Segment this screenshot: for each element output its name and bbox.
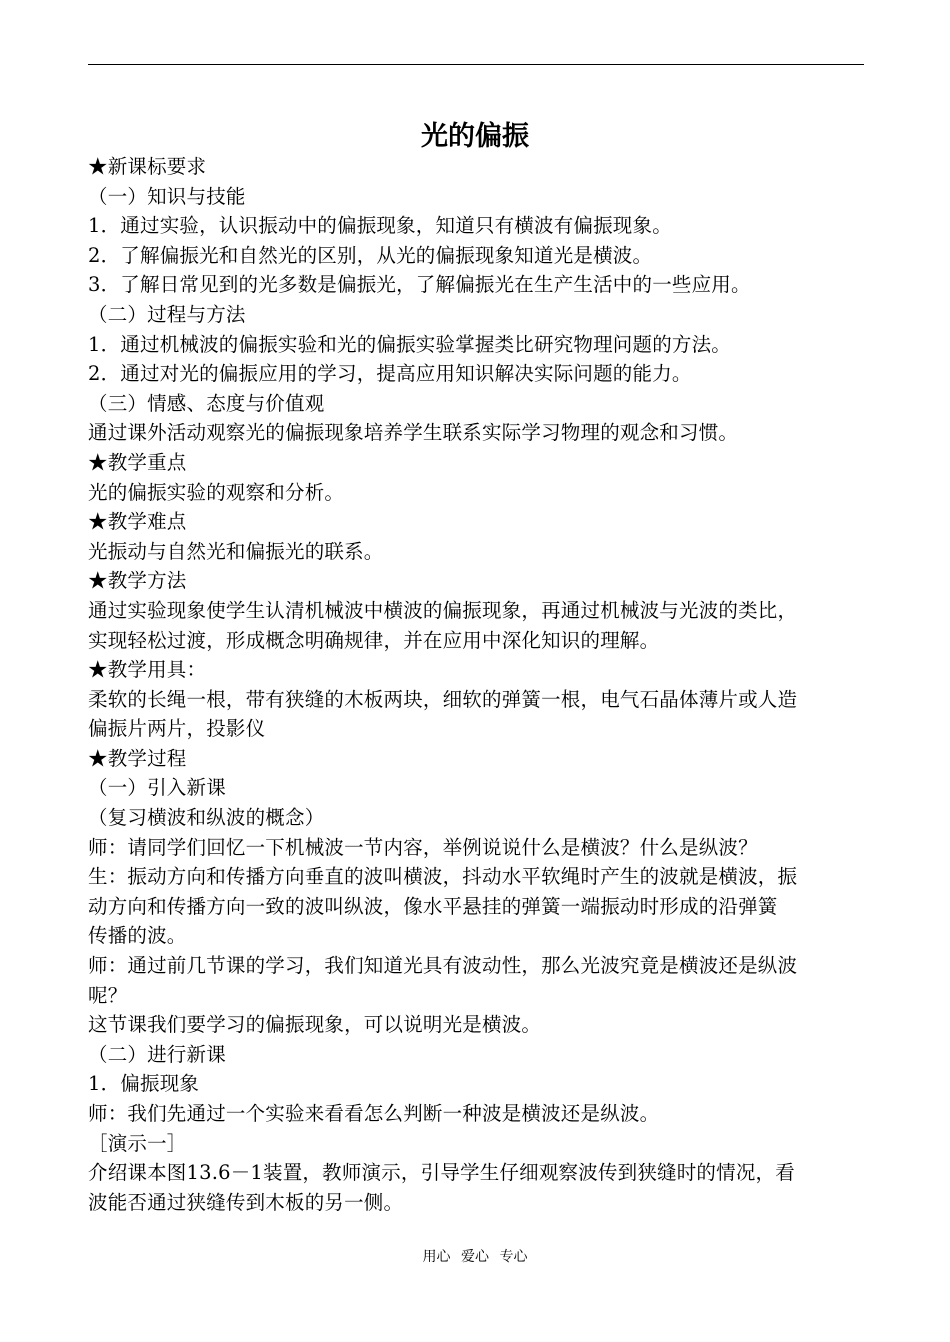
header-rule [88,64,864,65]
section-polarization-phenomenon: 1．偏振现象 [88,1072,200,1096]
heading-teaching-process: ★教学过程 [88,746,187,770]
paragraph-line: 呢？ [88,983,128,1007]
demo-one-label: ［演示一］ [88,1131,187,1155]
subheading-attitudes-values: （三）情感、态度与价值观 [88,391,325,415]
paragraph-line: 波能否通过狭缝传到木板的另一侧。 [88,1190,404,1214]
paragraph-line: 师：通过前几节课的学习，我们知道光具有波动性，那么光波究竟是横波还是纵波 [88,954,798,978]
document-body [88,152,866,1217]
paragraph-line: 1．通过机械波的偏振实验和光的偏振实验掌握类比研究物理问题的方法。 [88,332,732,356]
paragraph-line: 实现轻松过渡，形成概念明确规律，并在应用中深化知识的理解。 [88,628,660,652]
page-footer: 用心 爱心 专心 [422,1249,528,1265]
paragraph-line: 通过实验现象使学生认清机械波中横波的偏振现象，再通过机械波与光波的类比， [88,598,798,622]
heading-teaching-method: ★教学方法 [88,569,187,593]
paragraph-line: 生：振动方向和传播方向垂直的波叫横波，抖动水平软绳时产生的波就是横波，振 [88,865,798,889]
paragraph-line: 传播的波。 [88,924,187,948]
subheading-knowledge-skills: （一）知识与技能 [88,184,246,208]
paragraph-line: 介绍课本图13.6－1装置，教师演示，引导学生仔细观察波传到狭缝时的情况，看 [88,1161,795,1185]
paragraph-line: 柔软的长绳一根，带有狭缝的木板两块，细软的弹簧一根，电气石晶体薄片或人造 [88,687,798,711]
paragraph-line: （复习横波和纵波的概念） [88,806,325,830]
paragraph-line: 3．了解日常见到的光多数是偏振光，了解偏振光在生产生活中的一些应用。 [88,273,751,297]
paragraph-line: 动方向和传播方向一致的波叫纵波，像水平悬挂的弹簧一端振动时形成的沿弹簧 [88,894,778,918]
paragraph-line: 2．了解偏振光和自然光的区别，从光的偏振现象知道光是横波。 [88,243,653,267]
heading-teaching-difficulty: ★教学难点 [88,510,187,534]
heading-teaching-focus: ★教学重点 [88,450,187,474]
paragraph-line: 师：请同学们回忆一下机械波一节内容，举例说说什么是横波？什么是纵波？ [88,835,758,859]
subheading-process-methods: （二）过程与方法 [88,302,246,326]
document-title: 光的偏振 [421,121,529,152]
paragraph-line: 偏振片两片，投影仪 [88,717,266,741]
paragraph-line: 通过课外活动观察光的偏振现象培养学生联系实际学习物理的观念和习惯。 [88,421,739,445]
paragraph-line: 2．通过对光的偏振应用的学习，提高应用知识解决实际问题的能力。 [88,362,692,386]
paragraph-line: 1．通过实验，认识振动中的偏振现象，知道只有横波有偏振现象。 [88,214,672,238]
heading-teaching-tools: ★教学用具： [88,658,207,682]
paragraph-line: 光振动与自然光和偏振光的联系。 [88,539,384,563]
paragraph-line: 师：我们先通过一个实验来看看怎么判断一种波是横波还是纵波。 [88,1102,660,1125]
paragraph-line: 光的偏振实验的观察和分析。 [88,480,345,504]
paragraph-line: 这节课我们要学习的偏振现象，可以说明光是横波。 [88,1013,542,1037]
heading-curriculum-standards: ★新课标要求 [88,155,207,178]
subheading-new-lesson: （二）进行新课 [88,1042,226,1066]
subheading-introduce-lesson: （一）引入新课 [88,776,226,800]
